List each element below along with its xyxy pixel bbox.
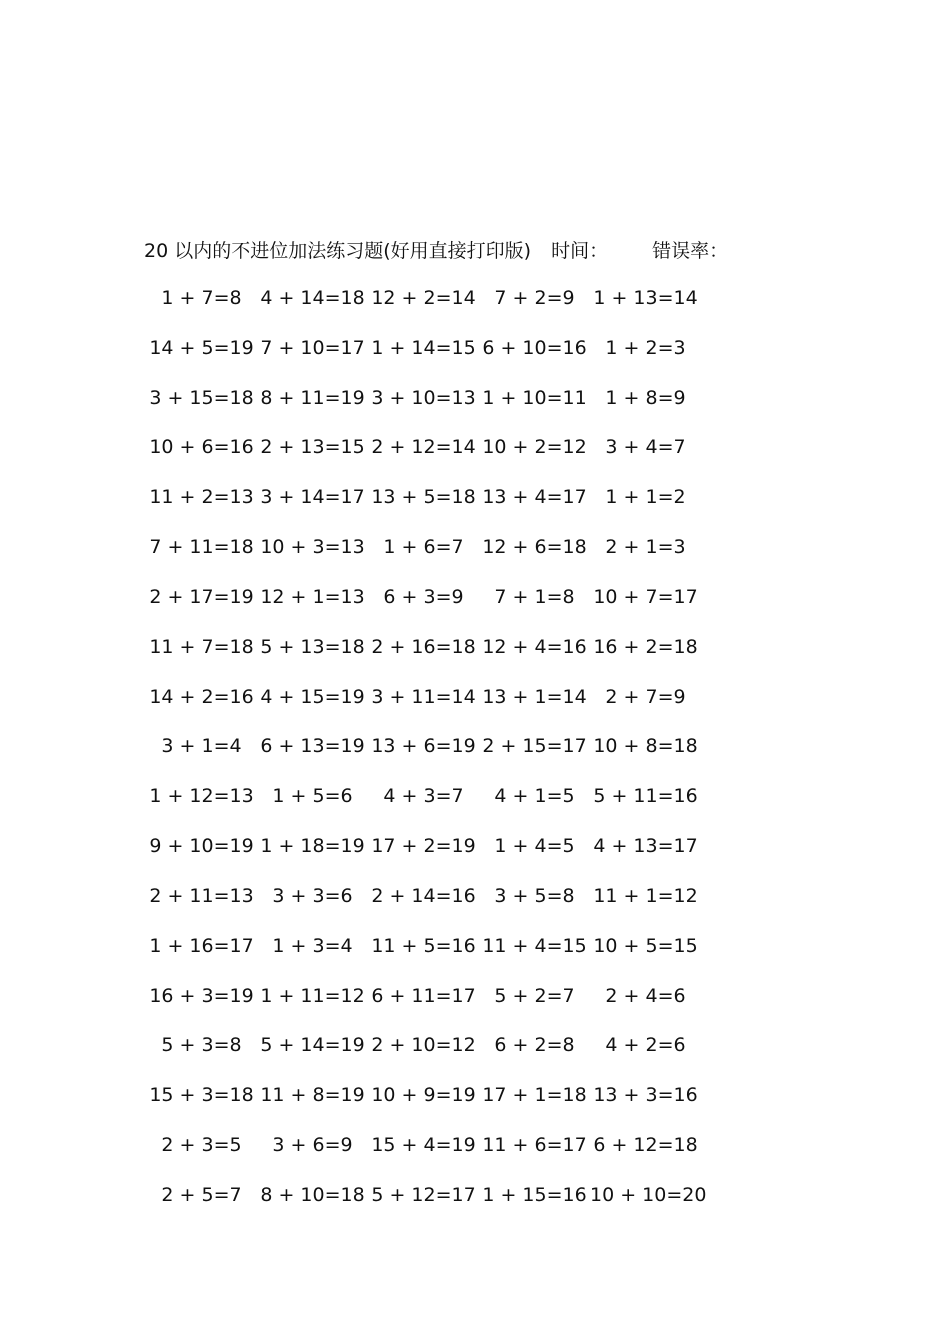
problem-item: 10 + 7=17 [593,585,698,608]
problem-item: 3 + 15=18 [149,386,254,409]
problem-item: 1 + 3=4 [272,934,353,957]
problem-item: 1 + 1=2 [605,486,686,509]
problem-item: 1 + 4=5 [494,835,575,858]
problem-item: 6 + 10=16 [482,336,587,359]
problem-item: 1 + 15=16 [482,1183,587,1206]
problem-item: 8 + 11=19 [260,386,365,409]
problem-item: 1 + 10=11 [482,386,587,409]
problem-item: 8 + 10=18 [260,1183,365,1206]
problem-item: 13 + 5=18 [371,486,476,509]
problem-item: 10 + 8=18 [593,735,698,758]
problem-item: 1 + 2=3 [605,336,686,359]
problem-item: 1 + 12=13 [149,785,254,808]
problem-item: 10 + 10=20 [590,1183,707,1206]
problem-item: 2 + 3=5 [161,1134,242,1157]
problem-item: 1 + 5=6 [272,785,353,808]
problem-item: 2 + 7=9 [605,685,686,708]
problem-item: 2 + 17=19 [149,585,254,608]
problem-row [146,1027,706,1077]
problem-item: 3 + 4=7 [605,436,686,459]
problem-item: 10 + 2=12 [482,436,587,459]
problem-item: 1 + 7=8 [161,287,242,309]
problem-item: 7 + 10=17 [260,336,365,359]
problem-item: 9 + 10=19 [149,835,254,858]
problem-row [146,1077,706,1127]
page-title: 20 以内的不进位加法练习题(好用直接打印版) [144,240,532,262]
problem-item: 2 + 11=13 [149,884,254,907]
problem-item: 13 + 1=14 [482,685,587,708]
problem-item: 4 + 13=17 [593,835,698,858]
problem-item: 6 + 13=19 [260,735,365,758]
problem-item: 2 + 12=14 [371,436,476,459]
problem-row [146,280,706,330]
problem-item: 13 + 3=16 [593,1084,698,1107]
worksheet-header [144,234,728,268]
problem-item: 11 + 6=17 [482,1134,587,1157]
problem-item: 3 + 14=17 [260,486,365,509]
problem-item: 14 + 2=16 [149,685,254,708]
problem-row [146,1127,706,1177]
problem-item: 16 + 3=19 [149,984,254,1007]
problem-item: 4 + 14=18 [260,287,365,309]
problem-item: 5 + 13=18 [260,635,365,658]
problem-item: 2 + 4=6 [605,984,686,1007]
problem-item: 5 + 3=8 [161,1034,242,1057]
problem-item: 6 + 3=9 [383,585,464,608]
problem-item: 17 + 2=19 [371,835,476,858]
problem-item: 15 + 4=19 [371,1134,476,1157]
problem-row [146,330,706,380]
problem-item: 1 + 16=17 [149,934,254,957]
problem-row [146,828,706,878]
problem-item: 5 + 11=16 [593,785,698,808]
problem-item: 14 + 5=19 [149,336,254,359]
problem-row [146,928,706,978]
problem-item: 2 + 15=17 [482,735,587,758]
problem-item: 1 + 8=9 [605,386,686,409]
problem-item: 4 + 3=7 [383,785,464,808]
problem-item: 5 + 14=19 [260,1034,365,1057]
problem-item: 2 + 14=16 [371,884,476,907]
problem-item: 3 + 3=6 [272,884,353,907]
problem-item: 4 + 15=19 [260,685,365,708]
problem-item: 12 + 4=16 [482,635,587,658]
problem-item: 4 + 2=6 [605,1034,686,1057]
problem-item: 2 + 1=3 [605,536,686,559]
problem-item: 13 + 6=19 [371,735,476,758]
problem-row [146,778,706,828]
problem-grid [146,280,706,1227]
problem-item: 1 + 11=12 [260,984,365,1007]
problem-item: 10 + 5=15 [593,934,698,957]
problem-item: 16 + 2=18 [593,635,698,658]
problem-row [146,380,706,430]
problem-item: 1 + 18=19 [260,835,365,858]
problem-item: 6 + 2=8 [494,1034,575,1057]
problem-item: 2 + 16=18 [371,635,476,658]
problem-item: 3 + 5=8 [494,884,575,907]
problem-row [146,529,706,579]
problem-item: 3 + 10=13 [371,386,476,409]
problem-row [146,429,706,479]
problem-item: 2 + 10=12 [371,1034,476,1057]
problem-row [146,728,706,778]
problem-item: 7 + 1=8 [494,585,575,608]
problem-item: 5 + 12=17 [371,1183,476,1206]
problem-item: 7 + 11=18 [149,536,254,559]
problem-item: 13 + 4=17 [482,486,587,509]
problem-item: 11 + 8=19 [260,1084,365,1107]
problem-row [146,579,706,629]
problem-item: 3 + 1=4 [161,735,242,758]
problem-item: 7 + 2=9 [494,287,575,309]
problem-row [146,679,706,729]
problem-item: 17 + 1=18 [482,1084,587,1107]
problem-row [146,878,706,928]
problem-item: 3 + 11=14 [371,685,476,708]
problem-item: 2 + 13=15 [260,436,365,459]
problem-item: 4 + 1=5 [494,785,575,808]
problem-item: 5 + 2=7 [494,984,575,1007]
problem-item: 10 + 6=16 [149,436,254,459]
error-rate-label: 错误率： [652,240,729,262]
problem-item: 6 + 12=18 [593,1134,698,1157]
problem-item: 1 + 14=15 [371,336,476,359]
problem-item: 15 + 3=18 [149,1084,254,1107]
problem-item: 11 + 4=15 [482,934,587,957]
problem-item: 10 + 3=13 [260,536,365,559]
problem-item: 1 + 13=14 [593,287,698,309]
problem-item: 11 + 2=13 [149,486,254,509]
problem-item: 2 + 5=7 [161,1183,242,1206]
problem-row [146,479,706,529]
problem-item: 3 + 6=9 [272,1134,353,1157]
problem-item: 12 + 2=14 [371,287,476,309]
problem-item: 10 + 9=19 [371,1084,476,1107]
problem-item: 11 + 5=16 [371,934,476,957]
problem-item: 6 + 11=17 [371,984,476,1007]
problem-item: 11 + 1=12 [593,884,698,907]
problem-item: 1 + 6=7 [383,536,464,559]
problem-item: 12 + 6=18 [482,536,587,559]
problem-row [146,629,706,679]
problem-item: 12 + 1=13 [260,585,365,608]
problem-item: 11 + 7=18 [149,635,254,658]
time-label: 时间： [551,240,609,262]
problem-row [146,1177,706,1227]
problem-row [146,978,706,1028]
